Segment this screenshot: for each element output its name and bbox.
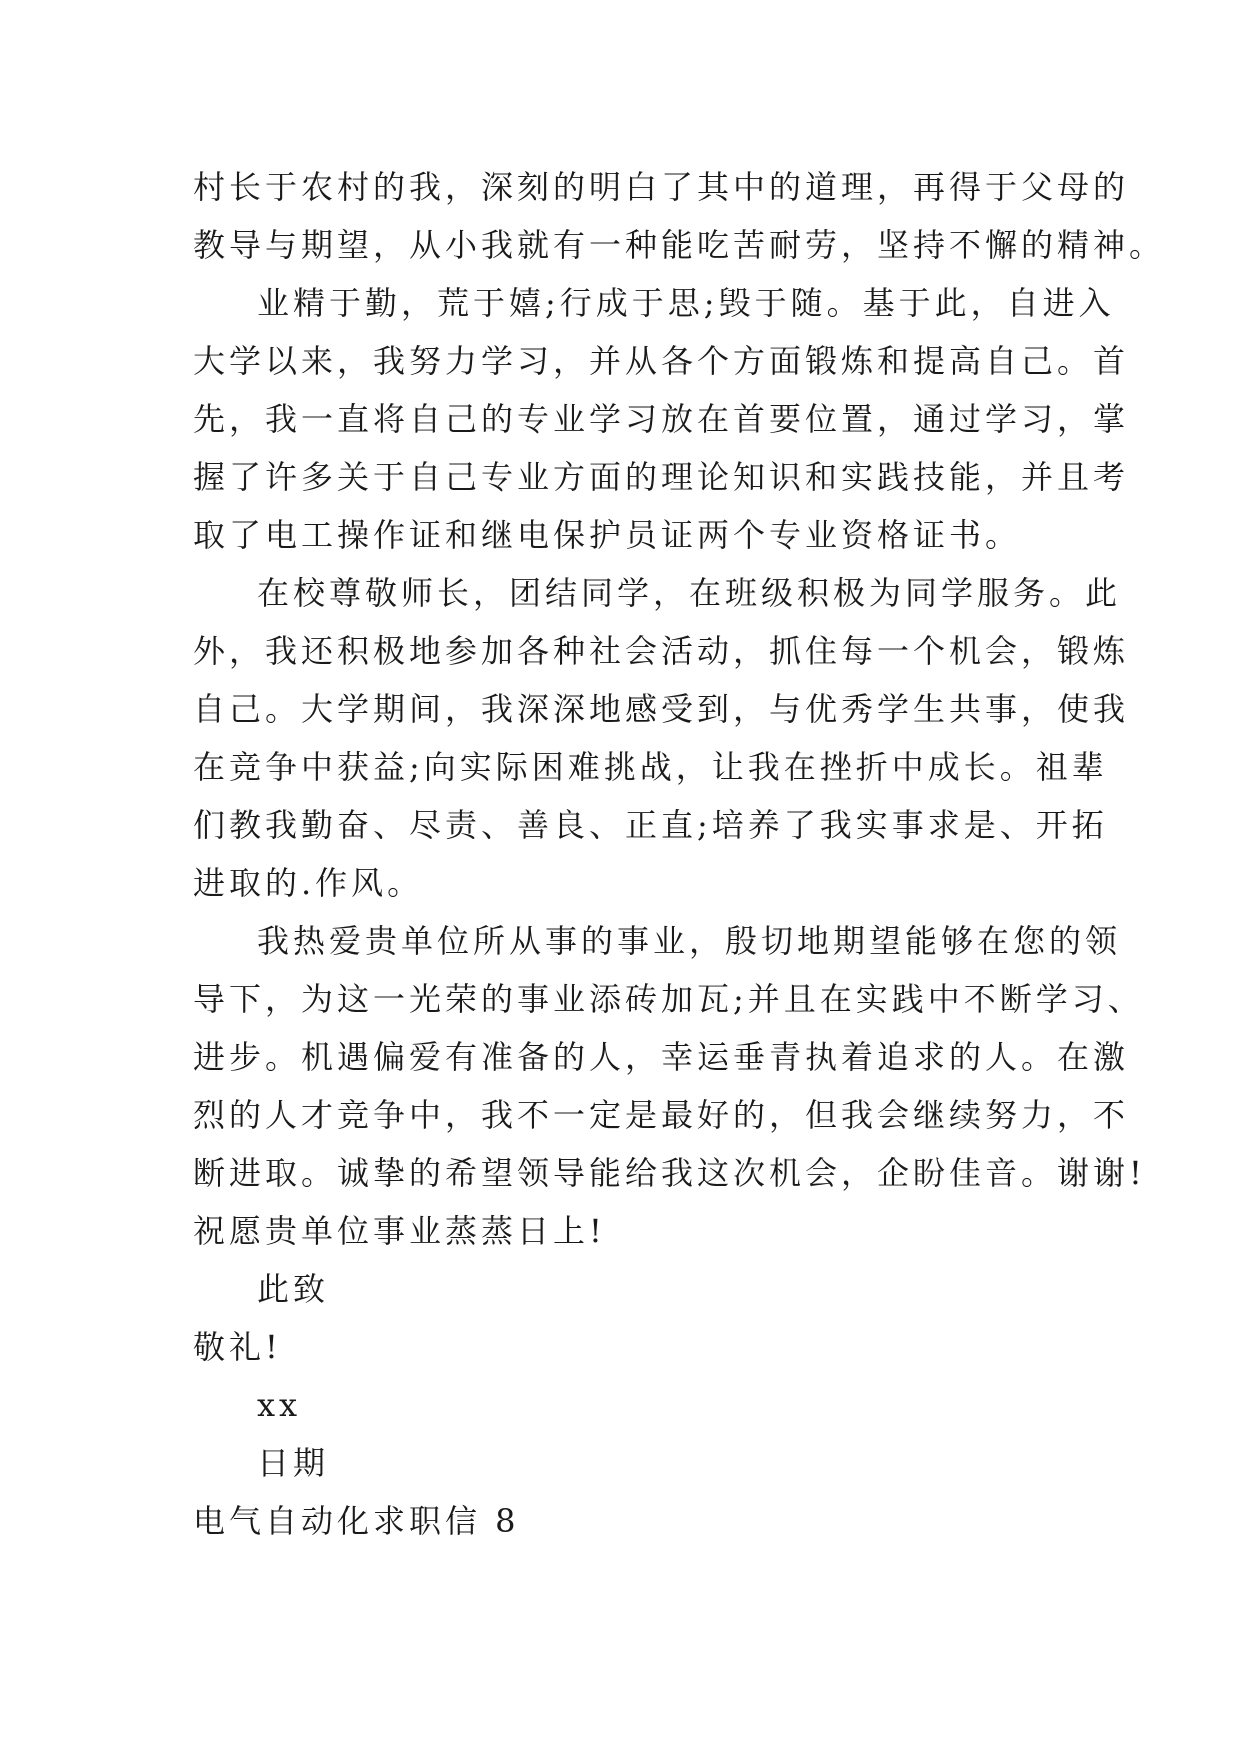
text-line: 大学以来，我努力学习，并从各个方面锻炼和提高自己。首: [193, 342, 1130, 380]
signature-date: 日期: [257, 1444, 330, 1482]
text-line: 在校尊敬师长，团结同学，在班级积极为同学服务。此: [257, 574, 1122, 612]
text-line: 断进取。诚挚的希望领导能给我这次机会，企盼佳音。谢谢!: [193, 1154, 1146, 1192]
text-line: 取了电工操作证和继电保护员证两个专业资格证书。: [193, 516, 1022, 554]
text-line: 进取的.作风。: [193, 864, 424, 902]
closing-regards: 敬礼!: [193, 1328, 282, 1366]
closing-salutation: 此致: [257, 1270, 330, 1308]
text-line: 外，我还积极地参加各种社会活动，抓住每一个机会，锻炼: [193, 632, 1130, 670]
text-line: 先，我一直将自己的专业学习放在首要位置，通过学习，掌: [193, 400, 1130, 438]
section-heading: 电气自动化求职信 8: [193, 1502, 520, 1540]
text-line: 自己。大学期间，我深深地感受到，与优秀学生共事，使我: [193, 690, 1130, 728]
text-line: 在竞争中获益;向实际困难挑战，让我在挫折中成长。祖辈: [193, 748, 1108, 786]
text-line: 烈的人才竞争中，我不一定是最好的，但我会继续努力，不: [193, 1096, 1130, 1134]
text-line: 们教我勤奋、尽责、善良、正直;培养了我实事求是、开拓: [193, 806, 1108, 844]
letter-body: [193, 158, 1166, 1550]
text-line: 业精于勤，荒于嬉;行成于思;毁于随。基于此，自进入: [257, 284, 1115, 322]
text-line: 我热爱贵单位所从事的事业，殷切地期望能够在您的领: [257, 922, 1122, 960]
signature-name: xx: [257, 1386, 302, 1424]
text-line: 教导与期望，从小我就有一种能吃苦耐劳，坚持不懈的精神。: [193, 226, 1166, 264]
text-line: 祝愿贵单位事业蒸蒸日上!: [193, 1212, 606, 1250]
text-line: 村长于农村的我，深刻的明白了其中的道理，再得于父母的: [193, 168, 1130, 206]
text-line: 握了许多关于自己专业方面的理论知识和实践技能，并且考: [193, 458, 1130, 496]
text-line: 导下，为这一光荣的事业添砖加瓦;并且在实践中不断学习、: [193, 980, 1144, 1018]
text-line: 进步。机遇偏爱有准备的人，幸运垂青执着追求的人。在激: [193, 1038, 1130, 1076]
